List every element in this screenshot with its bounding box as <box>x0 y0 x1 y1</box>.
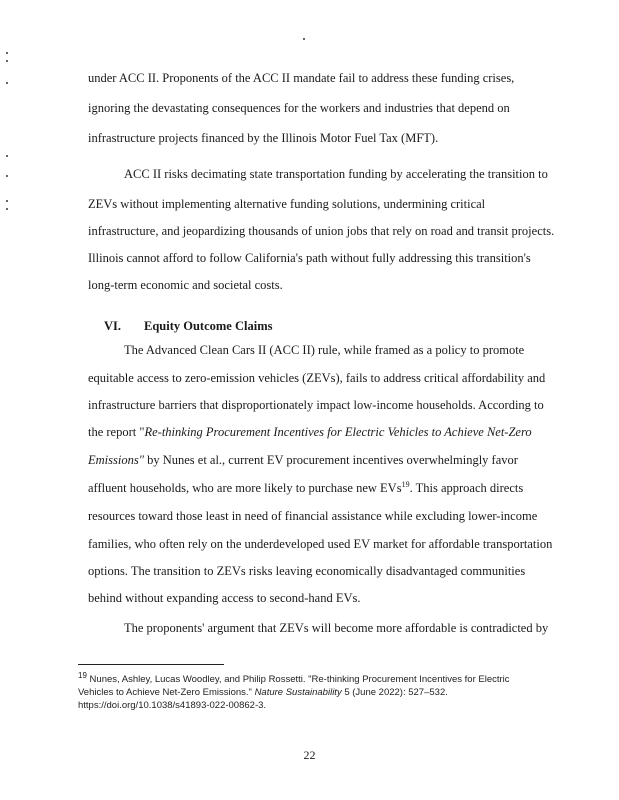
body-text-line: behind without expanding access to second-hand EVs. <box>88 591 361 605</box>
text-span: by Nunes et al., current EV procurement incentives overwhelmingly favor <box>143 453 518 467</box>
margin-mark <box>6 175 8 177</box>
body-text-line: ACC II risks decimating state transportation funding by accelerating the transition to <box>124 167 548 181</box>
text-span: 5 (June 2022): 527–532. <box>341 687 448 698</box>
body-text-line: Illinois cannot afford to follow California's path without fully addressing this transition's <box>88 251 531 265</box>
body-text-line: under ACC II. Proponents of the ACC II mandate fail to address these funding crises, <box>88 71 515 85</box>
body-text-line: ZEVs without implementing alternative funding solutions, undermining critical <box>88 197 486 211</box>
body-text-line: options. The transition to ZEVs risks leaving economically disadvantaged communities <box>88 564 526 578</box>
text-span: Vehicles to Achieve Net-Zero Emissions." <box>78 687 255 698</box>
text-span: affluent households, who are more likely to purchase new EVs <box>88 481 402 495</box>
body-text-line: families, who often rely on the underdeveloped used EV market for affordable transportation <box>88 537 553 551</box>
section-heading <box>104 318 554 334</box>
text-span: the report " <box>88 425 145 439</box>
text-span: . This approach directs <box>409 481 524 495</box>
body-text-line: infrastructure barriers that disproportionately impact low-income households. According to <box>88 398 544 412</box>
body-text-line: infrastructure projects financed by the Illinois Motor Fuel Tax (MFT). <box>88 131 439 145</box>
report-title: Re-thinking Procurement Incentives for Electric Vehicles to Achieve Net-Zero <box>144 425 532 439</box>
body-text-line <box>88 480 538 496</box>
section-number: VI. <box>104 319 122 333</box>
body-text-line: resources toward those least in need of financial assistance while excluding lower-income <box>88 509 538 523</box>
margin-mark <box>6 200 8 202</box>
margin-mark <box>6 208 8 210</box>
body-text-line: The Advanced Clean Cars II (ACC II) rule, while framed as a policy to promote <box>124 343 525 357</box>
footnote-line <box>78 686 548 699</box>
footnote-reference[interactable]: 19 <box>401 479 410 489</box>
footnote-number: 19 <box>78 670 87 680</box>
body-text-line <box>88 452 538 468</box>
body-text-line: infrastructure, and jeopardizing thousands of union jobs that rely on road and transit projects. <box>88 224 555 238</box>
body-text-line: long-term economic and societal costs. <box>88 278 283 292</box>
margin-mark <box>6 60 8 62</box>
report-title-continued: Emissions" <box>88 453 144 467</box>
margin-mark <box>6 82 8 84</box>
page-number: 22 <box>303 748 316 762</box>
footnote-line <box>78 670 548 686</box>
footnote-link[interactable]: https://doi.org/10.1038/s41893-022-00862-3. <box>78 700 267 711</box>
section-title: Equity Outcome Claims <box>144 319 273 333</box>
margin-mark <box>6 52 8 54</box>
body-text-line: equitable access to zero-emission vehicles (ZEVs), fails to address critical affordability and <box>88 371 546 385</box>
margin-mark <box>6 155 8 157</box>
top-mark <box>303 38 305 40</box>
body-text-line <box>88 424 538 440</box>
body-text-line: The proponents' argument that ZEVs will become more affordable is contradicted by <box>124 621 549 635</box>
text-span: Nunes, Ashley, Lucas Woodley, and Philip Rossetti. "Re-thinking Procurement Incentives for Electric <box>86 674 510 685</box>
journal-name: Nature Sustainability <box>254 687 342 698</box>
footnote-divider <box>78 664 224 665</box>
body-text-line: ignoring the devastating consequences for the workers and industries that depend on <box>88 101 510 115</box>
